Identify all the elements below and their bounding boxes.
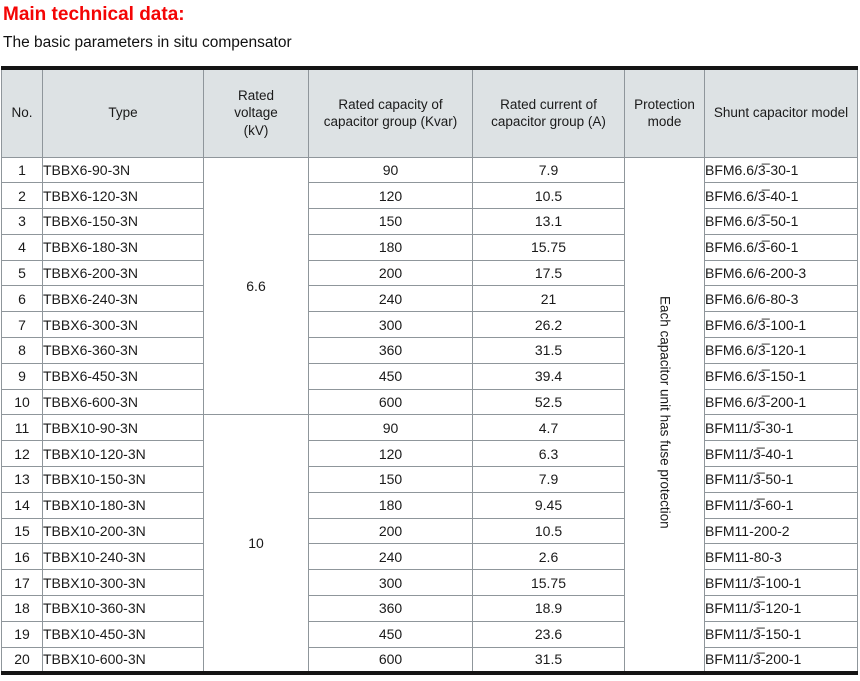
cell-model: BFM11-80-3 [705, 544, 858, 570]
cell-type: TBBX6-180-3N [43, 234, 204, 260]
cell-capacity: 600 [309, 389, 473, 415]
cell-capacity: 450 [309, 621, 473, 647]
cell-current: 15.75 [473, 234, 625, 260]
cell-no: 17 [2, 570, 43, 596]
cell-no: 4 [2, 234, 43, 260]
cell-no: 3 [2, 209, 43, 235]
table-row [2, 312, 858, 338]
table-row [2, 338, 858, 364]
cell-type: TBBX10-240-3N [43, 544, 204, 570]
cell-type: TBBX10-120-3N [43, 441, 204, 467]
cell-type: TBBX6-200-3N [43, 260, 204, 286]
cell-model: BFM6.6/3̅-120-1 [705, 338, 858, 364]
cell-model: BFM6.6/3̅-100-1 [705, 312, 858, 338]
cell-no: 1 [2, 157, 43, 183]
cell-current: 15.75 [473, 570, 625, 596]
table-row [2, 544, 858, 570]
cell-capacity: 90 [309, 415, 473, 441]
cell-no: 18 [2, 596, 43, 622]
cell-type: TBBX6-120-3N [43, 183, 204, 209]
cell-model: BFM6.6/6-200-3 [705, 260, 858, 286]
cell-type: TBBX6-150-3N [43, 209, 204, 235]
cell-rated-voltage: 6.6 [204, 157, 309, 415]
cell-no: 11 [2, 415, 43, 441]
cell-model: BFM11/3̅-150-1 [705, 621, 858, 647]
cell-capacity: 150 [309, 209, 473, 235]
cell-type: TBBX10-360-3N [43, 596, 204, 622]
cell-current: 17.5 [473, 260, 625, 286]
cell-no: 19 [2, 621, 43, 647]
cell-no: 2 [2, 183, 43, 209]
cell-current: 13.1 [473, 209, 625, 235]
col-header-current: Rated current of capacitor group (A) [473, 68, 625, 157]
table-row [2, 157, 858, 183]
cell-current: 7.9 [473, 467, 625, 493]
cell-current: 23.6 [473, 621, 625, 647]
cell-no: 9 [2, 363, 43, 389]
cell-capacity: 90 [309, 157, 473, 183]
cell-capacity: 360 [309, 338, 473, 364]
cell-current: 6.3 [473, 441, 625, 467]
cell-current: 31.5 [473, 338, 625, 364]
cell-capacity: 150 [309, 467, 473, 493]
cell-type: TBBX6-240-3N [43, 286, 204, 312]
table-row [2, 492, 858, 518]
table-body [2, 157, 858, 673]
col-header-capacity: Rated capacity of capacitor group (Kvar) [309, 68, 473, 157]
page-title: Main technical data: [3, 4, 185, 25]
table-row [2, 183, 858, 209]
header-row [2, 68, 858, 157]
parameters-table [1, 66, 858, 675]
cell-capacity: 200 [309, 518, 473, 544]
cell-no: 10 [2, 389, 43, 415]
cell-capacity: 300 [309, 312, 473, 338]
cell-model: BFM11/3̅-30-1 [705, 415, 858, 441]
cell-current: 26.2 [473, 312, 625, 338]
cell-model: BFM11/3̅-120-1 [705, 596, 858, 622]
cell-current: 10.5 [473, 518, 625, 544]
page-subtitle: The basic parameters in situ compensator [3, 34, 292, 51]
cell-model: BFM11/3̅-50-1 [705, 467, 858, 493]
cell-type: TBBX10-150-3N [43, 467, 204, 493]
col-header-protection: Protection mode [625, 68, 705, 157]
cell-capacity: 450 [309, 363, 473, 389]
cell-model: BFM11/3̅-200-1 [705, 647, 858, 673]
cell-capacity: 200 [309, 260, 473, 286]
table-row [2, 441, 858, 467]
cell-model: BFM6.6/3̅-30-1 [705, 157, 858, 183]
table-row [2, 209, 858, 235]
table-row [2, 621, 858, 647]
table-row [2, 596, 858, 622]
cell-model: BFM11/3̅-100-1 [705, 570, 858, 596]
cell-no: 12 [2, 441, 43, 467]
cell-current: 21 [473, 286, 625, 312]
cell-type: TBBX10-300-3N [43, 570, 204, 596]
cell-model: BFM6.6/3̅-40-1 [705, 183, 858, 209]
table-row [2, 389, 858, 415]
table-row [2, 286, 858, 312]
cell-no: 20 [2, 647, 43, 673]
cell-no: 6 [2, 286, 43, 312]
col-header-type: Type [43, 68, 204, 157]
cell-capacity: 180 [309, 234, 473, 260]
cell-model: BFM11/3̅-60-1 [705, 492, 858, 518]
cell-capacity: 600 [309, 647, 473, 673]
cell-model: BFM6.6/3̅-50-1 [705, 209, 858, 235]
cell-model: BFM6.6/6-80-3 [705, 286, 858, 312]
cell-type: TBBX6-90-3N [43, 157, 204, 183]
col-header-model: Shunt capacitor model [705, 68, 858, 157]
cell-model: BFM6.6/3̅-150-1 [705, 363, 858, 389]
table-row [2, 363, 858, 389]
table-row [2, 647, 858, 673]
cell-type: TBBX10-90-3N [43, 415, 204, 441]
cell-current: 4.7 [473, 415, 625, 441]
cell-current: 9.45 [473, 492, 625, 518]
col-header-no: No. [2, 68, 43, 157]
table-row [2, 570, 858, 596]
cell-type: TBBX6-360-3N [43, 338, 204, 364]
cell-no: 13 [2, 467, 43, 493]
cell-type: TBBX10-200-3N [43, 518, 204, 544]
cell-current: 7.9 [473, 157, 625, 183]
protection-mode-text: Each capacitor unit has fuse protection [657, 296, 673, 530]
table-row [2, 234, 858, 260]
cell-type: TBBX10-450-3N [43, 621, 204, 647]
cell-capacity: 180 [309, 492, 473, 518]
cell-no: 7 [2, 312, 43, 338]
cell-capacity: 240 [309, 544, 473, 570]
cell-capacity: 120 [309, 441, 473, 467]
cell-no: 16 [2, 544, 43, 570]
cell-capacity: 360 [309, 596, 473, 622]
cell-type: TBBX6-300-3N [43, 312, 204, 338]
table-row [2, 260, 858, 286]
col-header-voltage: Rated voltage (kV) [204, 68, 309, 157]
cell-model: BFM6.6/3̅-60-1 [705, 234, 858, 260]
cell-model: BFM11/3̅-40-1 [705, 441, 858, 467]
cell-no: 15 [2, 518, 43, 544]
cell-capacity: 300 [309, 570, 473, 596]
table-row [2, 467, 858, 493]
cell-current: 31.5 [473, 647, 625, 673]
table-row [2, 415, 858, 441]
cell-no: 8 [2, 338, 43, 364]
cell-model: BFM6.6/3̅-200-1 [705, 389, 858, 415]
cell-current: 2.6 [473, 544, 625, 570]
cell-no: 5 [2, 260, 43, 286]
table-row [2, 518, 858, 544]
cell-no: 14 [2, 492, 43, 518]
cell-model: BFM11-200-2 [705, 518, 858, 544]
cell-capacity: 120 [309, 183, 473, 209]
cell-capacity: 240 [309, 286, 473, 312]
cell-current: 18.9 [473, 596, 625, 622]
cell-current: 52.5 [473, 389, 625, 415]
cell-current: 10.5 [473, 183, 625, 209]
cell-type: TBBX10-600-3N [43, 647, 204, 673]
cell-type: TBBX6-600-3N [43, 389, 204, 415]
cell-protection-mode [625, 157, 705, 673]
cell-current: 39.4 [473, 363, 625, 389]
cell-rated-voltage: 10 [204, 415, 309, 673]
cell-type: TBBX10-180-3N [43, 492, 204, 518]
cell-type: TBBX6-450-3N [43, 363, 204, 389]
